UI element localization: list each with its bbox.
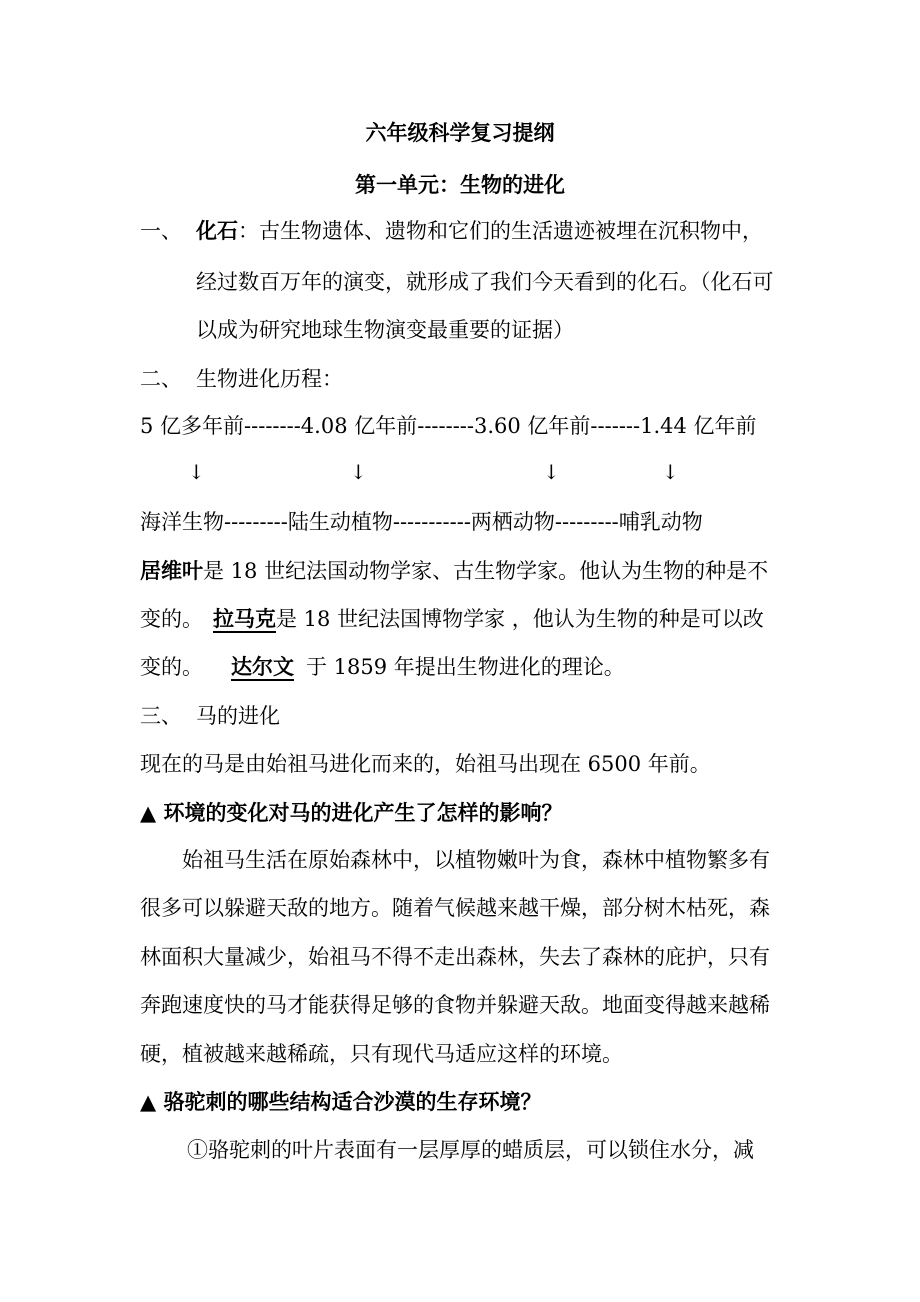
cuvier-line [140,556,768,586]
fossil-definition: ：古生物遗体、遗物和它们的生活遗迹被埋在沉积物中， [238,219,763,243]
darwin-line [140,652,625,682]
cuvier-text: 是 18 世纪法国动物学家、古生物学家。他认为生物的种是不 [203,559,769,583]
answer-1-line-1: 始祖马生活在原始森林中，以植物嫩叶为食，森林中植物繁多有 [182,848,770,872]
section-1-line-1 [196,216,763,246]
darwin-text: 于 1859 年提出生物进化的理论。 [306,655,625,679]
section-1-number: 一、 [140,219,182,243]
answer-1-line-2: 很多可以躲避天敌的地方。随着气候越来越干燥，部分树木枯死，森 [140,896,770,920]
section-2-number: 二、 [140,367,182,391]
section-3-number: 三、 [140,704,182,728]
fossil-term: 化石 [196,218,238,243]
section-1-line-3: 以成为研究地球生物演变最重要的证据） [196,318,574,342]
timeline-arrow-1: ↓ [188,460,205,484]
cuvier-name: 居维叶 [140,558,203,583]
darwin-prefix: 变的。 [140,655,203,679]
section-2-title: 生物进化历程： [196,367,343,391]
evolution-timeline: 5 亿多年前--------4.08 亿年前--------3.60 亿年前-------1.44 亿年前 [140,414,757,438]
lamarck-prefix: 变的。 [140,607,203,631]
darwin-name: 达尔文 [231,654,294,679]
evolution-organisms: 海洋生物---------陆生动植物-----------两栖动物---------哺乳动物 [140,510,703,534]
lamarck-line [140,604,764,634]
section-3-title: 马的进化 [196,704,280,728]
document-title: 六年级科学复习提纲 [365,120,555,145]
timeline-arrow-2: ↓ [350,460,367,484]
timeline-arrow-3: ↓ [543,460,560,484]
section-1-line-2: 经过数百万年的演变，就形成了我们今天看到的化石。（化石可 [196,270,774,294]
answer-1-line-3: 林面积大量减少，始祖马不得不走出森林，失去了森林的庇护，只有 [140,945,770,969]
question-1: ▲ 环境的变化对马的进化产生了怎样的影响？ [140,800,563,825]
lamarck-text: 是 18 世纪法国博物学家 ，他认为生物的种是可以改 [276,607,764,631]
horse-intro: 现在的马是由始祖马进化而来的，始祖马出现在 6500 年前。 [140,752,711,776]
answer-1-line-5: 硬，植被越来越稀疏，只有现代马适应这样的环境。 [140,1042,623,1066]
answer-2-line-1: ①骆驼刺的叶片表面有一层厚厚的蜡质层，可以锁住水分，减 [187,1138,754,1162]
answer-1-line-4: 奔跑速度快的马才能获得足够的食物并躲避天敌。地面变得越来越稀 [140,993,770,1017]
lamarck-name: 拉马克 [213,606,276,631]
question-2: ▲ 骆驼刺的哪些结构适合沙漠的生存环境？ [140,1089,542,1114]
timeline-arrow-4: ↓ [662,460,679,484]
unit-title: 第一单元：生物的进化 [355,172,565,197]
